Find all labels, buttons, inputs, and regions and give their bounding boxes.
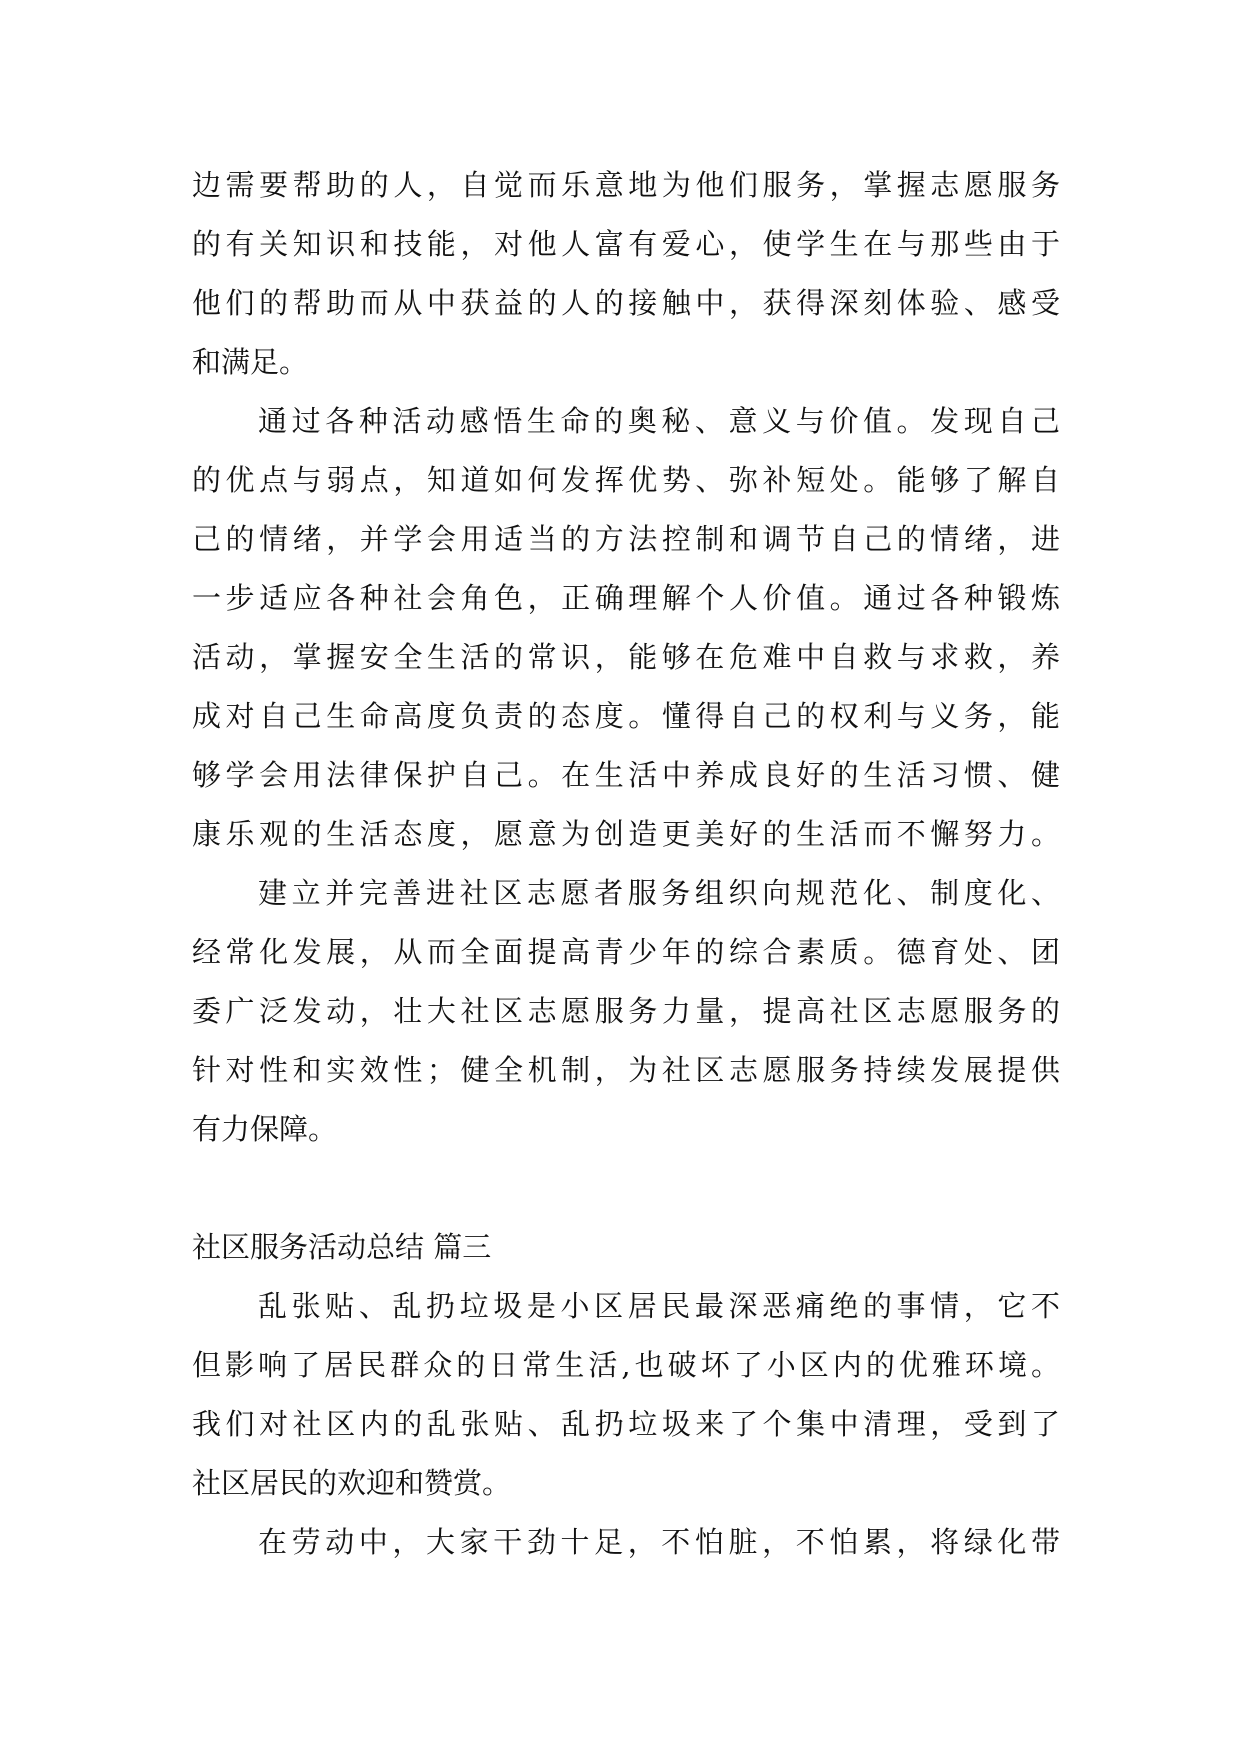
text-line: 委广泛发动，壮大社区志愿服务力量，提高社区志愿服务的 — [192, 994, 1060, 1028]
paragraph — [192, 1513, 1060, 1572]
text-line: 针对性和实效性；健全机制，为社区志愿服务持续发展提供 — [192, 1053, 1060, 1087]
text-line: 在劳动中，大家干劲十足，不怕脏，不怕累，将绿化带 — [258, 1525, 1060, 1559]
text-line: 活动，掌握安全生活的常识，能够在危难中自救与求救，养 — [192, 640, 1060, 674]
text-line: 我们对社区内的乱张贴、乱扔垃圾来了个集中清理，受到了 — [192, 1407, 1060, 1441]
section-heading: 社区服务活动总结 篇三 — [192, 1230, 492, 1264]
text-line: 够学会用法律保护自己。在生活中养成良好的生活习惯、健 — [192, 758, 1060, 792]
text-line: 成对自己生命高度负责的态度。懂得自己的权利与义务，能 — [192, 699, 1060, 733]
text-line: 边需要帮助的人，自觉而乐意地为他们服务，掌握志愿服务 — [192, 168, 1060, 202]
text-line: 己的情绪，并学会用适当的方法控制和调节自己的情绪，进 — [192, 522, 1060, 556]
text-line: 社区居民的欢迎和赞赏。 — [192, 1466, 512, 1500]
text-line: 有力保障。 — [192, 1112, 338, 1146]
text-line: 经常化发展，从而全面提高青少年的综合素质。德育处、团 — [192, 935, 1060, 969]
paragraph — [192, 156, 1060, 392]
text-line: 通过各种活动感悟生命的奥秘、意义与价值。发现自己 — [258, 404, 1060, 438]
text-line: 康乐观的生活态度，愿意为创造更美好的生活而不懈努力。 — [192, 817, 1060, 851]
paragraph — [192, 392, 1060, 864]
section-gap — [192, 1159, 1060, 1218]
text-line: 他们的帮助而从中获益的人的接触中，获得深刻体验、感受 — [192, 286, 1060, 320]
paragraph — [192, 1277, 1060, 1513]
text-line: 但影响了居民群众的日常生活,也破坏了小区内的优雅环境。 — [192, 1348, 1060, 1382]
paragraph — [192, 864, 1060, 1159]
text-line: 乱张贴、乱扔垃圾是小区居民最深恶痛绝的事情，它不 — [258, 1289, 1060, 1323]
text-line: 和满足。 — [192, 345, 309, 379]
text-line: 的有关知识和技能，对他人富有爱心，使学生在与那些由于 — [192, 227, 1060, 261]
document-body — [192, 156, 1060, 1572]
text-line: 的优点与弱点，知道如何发挥优势、弥补短处。能够了解自 — [192, 463, 1060, 497]
text-line: 建立并完善进社区志愿者服务组织向规范化、制度化、 — [258, 876, 1060, 910]
text-line: 一步适应各种社会角色，正确理解个人价值。通过各种锻炼 — [192, 581, 1060, 615]
